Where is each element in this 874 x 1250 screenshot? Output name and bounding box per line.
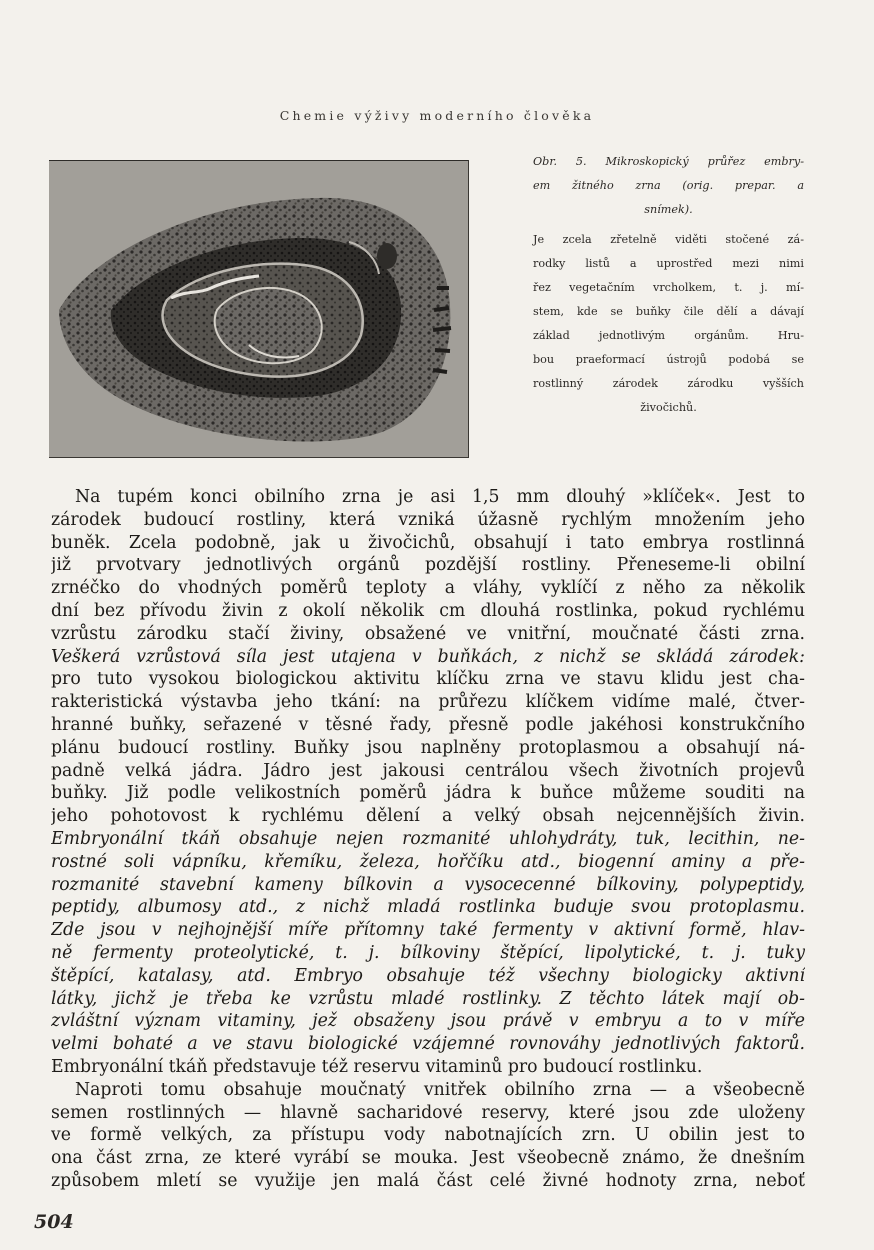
caption-line: em žitného zrna (orig. prepar. a	[533, 179, 804, 192]
paragraph-line: dní bez přívodu živin z okolí několik cm dlouhá rostlinka, pokud rychlému	[51, 600, 805, 621]
figure-caption	[533, 150, 804, 420]
paragraph-line: zrnéčko do vhodných poměrů teploty a vláhy, vyklíčí z něho za několik	[51, 578, 805, 599]
description-line: základ jednotlivým orgánům. Hru-	[533, 329, 804, 342]
description-line: Je zcela zřetelně viděti stočené zá-	[533, 233, 804, 246]
running-head: Chemie výživy moderního člověka	[279, 108, 595, 123]
paragraph-line: pro tuto vysokou biologickou aktivitu klíčku zrna ve stavu klidu jest cha-	[51, 669, 805, 690]
paragraph-line: Naproti tomu obsahuje moučnatý vnitřek obilního zrna — a všeobecně	[75, 1079, 805, 1100]
micrograph-image	[49, 160, 468, 457]
paragraph-line: rostné soli vápníku, křemíku, železa, hořčíku atd., biogenní aminy a pře-	[51, 851, 805, 872]
paragraph-line: Zde jsou v nejhojnější míře přítomny také fermenty v aktivní formě, hlav-	[51, 920, 805, 941]
paragraph-line: Na tupém konci obilního zrna je asi 1,5 mm dlouhý »klíček«. Jest to	[75, 487, 805, 507]
paragraph-line: Embryonální tkáň obsahuje nejen rozmanité uhlohydráty, tuk, lecithin, ne-	[51, 828, 805, 849]
paragraph-line: látky, jichž je třeba ke vzrůstu mladé rostlinky. Z těchto látek mají ob-	[51, 988, 805, 1009]
description-line: bou praeformací ústrojů podobá se	[533, 353, 804, 366]
paragraph-line: semen rostlinných — hlavně sacharidové reservy, které jsou zde uloženy	[51, 1102, 805, 1123]
micrograph-figure	[49, 160, 469, 458]
paragraph-line: ona část zrna, ze které vyrábí se mouka. Jest všeobecně známo, že dnešním	[51, 1148, 805, 1169]
paragraph-line: Embryonální tkáň představuje též reservu vitaminů pro budoucí rostlinku.	[51, 1056, 703, 1077]
description-line: rostlinný zárodek zárodku vyšších	[533, 377, 804, 390]
paragraph-line: ve formě velkých, za přístupu vody nabotnajících zrn. U obilin jest to	[51, 1125, 805, 1146]
paragraph-line: plánu budoucí rostliny. Buňky jsou naplněny protoplasmou a obsahují ná-	[51, 737, 805, 758]
description-line: rodky listů a uprostřed mezi nimi	[533, 257, 804, 270]
paragraph-line: způsobem mletí se využije jen malá část celé živné hodnoty zrna, neboť	[51, 1170, 805, 1191]
description-line: řez vegetačním vrcholkem, t. j. mí-	[533, 281, 804, 294]
paragraph-line: padně velká jádra. Jádro jest jakousi centrálou všech životních projevů	[51, 760, 805, 781]
paragraph-line: peptidy, albumosy atd., z nichž mladá rostlinka buduje svou protoplasmu.	[51, 897, 805, 918]
paragraph-line: buněk. Zcela podobně, jak u živočichů, obsahují i tato embrya rostlinná	[51, 532, 805, 553]
paragraph-line: rakteristická výstavba jeho tkání: na průřezu klíčkem vidíme malé, čtver-	[51, 692, 805, 713]
paragraph-line: rozmanité stavební kameny bílkovin a vysocecenné bílkoviny, polypeptidy,	[51, 874, 805, 895]
description-line: živočichů.	[640, 401, 697, 414]
paragraph-line: vzrůstu zárodku stačí živiny, obsažené ve vnitřní, moučnaté části zrna.	[51, 623, 805, 644]
description-line: stem, kde se buňky čile dělí a dávají	[533, 305, 804, 318]
paragraph-line: jeho pohotovost k rychlému dělení a velký obsah nejcennějších živin.	[51, 806, 805, 827]
paragraph-line: ně fermenty proteolytické, t. j. bílkoviny štěpící, lipolytické, t. j. tuky	[51, 942, 805, 963]
paragraph-line: již prvotvary jednotlivých orgánů pozdější rostliny. Přeneseme-li obilní	[51, 555, 805, 576]
paragraph-line: zvláštní význam vitaminy, jež obsaženy jsou právě v embryu a to v míře	[51, 1011, 805, 1032]
caption-line: Obr. 5. Mikroskopický průřez embry-	[533, 155, 804, 168]
paragraph-line: Veškerá vzrůstová síla jest utajena v buňkách, z nichž se skládá zárodek:	[51, 646, 805, 667]
paragraph-line: štěpící, katalasy, atd. Embryo obsahuje též všechny biologicky aktivní	[51, 965, 805, 986]
paragraph-line: hranné buňky, seřazené v těsné řady, přesně podle jakéhosi konstrukčního	[51, 714, 805, 735]
paragraph-line: zárodek budoucí rostliny, která vzniká úžasně rychlým množením jeho	[51, 509, 805, 530]
body-text	[51, 486, 805, 1193]
paragraph-line: velmi bohaté a ve stavu biologické vzájemné rovnováhy jednotlivých faktorů.	[51, 1034, 805, 1055]
page-number: 504	[34, 1211, 74, 1233]
caption-line: snímek).	[644, 203, 693, 216]
paragraph-line: buňky. Již podle velikostních poměrů jádra k buňce můžeme souditi na	[51, 783, 805, 804]
